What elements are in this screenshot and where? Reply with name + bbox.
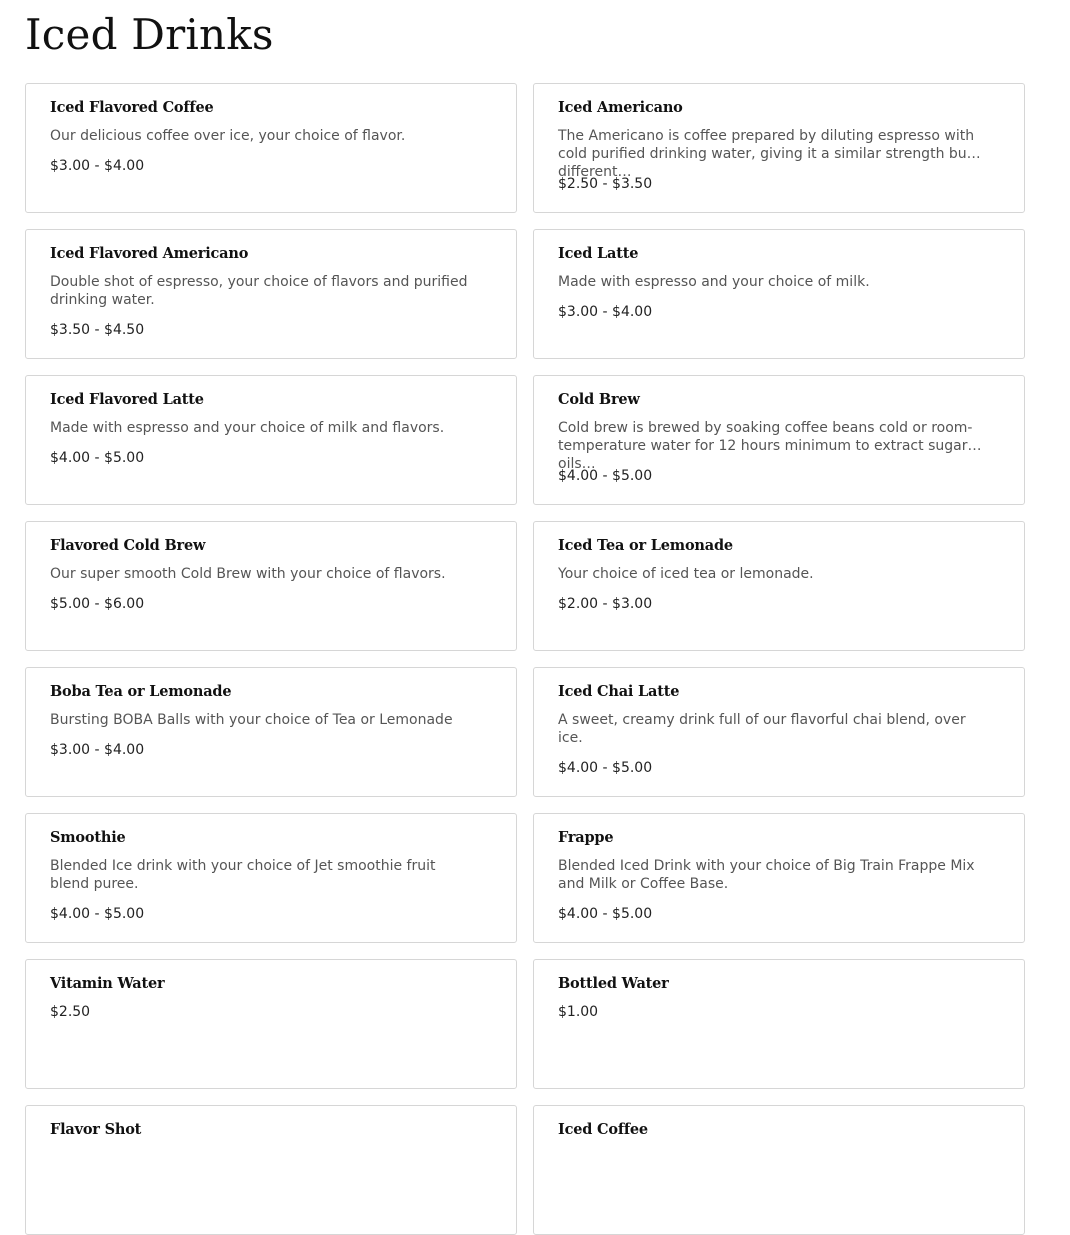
menu-item-name: Iced Chai Latte xyxy=(558,683,680,700)
menu-item-card[interactable] xyxy=(25,959,517,1089)
menu-item-description: Blended Iced Drink with your choice of Big Train Frappe Mix and Milk or Coffee Base. xyxy=(558,858,975,892)
menu-item-name: Iced Americano xyxy=(558,99,683,116)
menu-item-card[interactable] xyxy=(25,813,517,943)
menu-item-card[interactable] xyxy=(533,667,1025,797)
menu-item-description: Double shot of espresso, your choice of flavors and purified drinking water. xyxy=(50,274,468,308)
menu-item-card[interactable] xyxy=(533,521,1025,651)
menu-item-name: Iced Flavored Coffee xyxy=(50,99,214,116)
menu-item-name: Frappe xyxy=(558,829,614,846)
menu-item-card[interactable] xyxy=(25,1105,517,1235)
menu-item-card[interactable] xyxy=(533,959,1025,1089)
menu-item-description: A sweet, creamy drink full of our flavorful chai blend, over ice. xyxy=(558,712,966,746)
menu-item-price: $4.00 - $5.00 xyxy=(558,760,653,776)
menu-page xyxy=(25,0,1025,1138)
menu-item-price: $1.00 xyxy=(558,1004,599,1020)
menu-item-description: Our super smooth Cold Brew with your choice of flavors. xyxy=(50,566,446,582)
menu-item-description: Cold brew is brewed by soaking coffee beans cold or room-temperature water for 12 hours minimum to extract sugars, oils… xyxy=(558,420,980,472)
menu-item-price: $2.50 - $3.50 xyxy=(558,176,653,192)
menu-item-card[interactable] xyxy=(533,229,1025,359)
menu-item-description: Made with espresso and your choice of milk and flavors. xyxy=(50,420,445,436)
menu-item-card[interactable] xyxy=(25,521,517,651)
menu-item-price: $2.50 xyxy=(50,1004,91,1020)
menu-item-price: $5.00 - $6.00 xyxy=(50,596,145,612)
menu-item-price: $2.00 - $3.00 xyxy=(558,596,653,612)
menu-item-card[interactable] xyxy=(25,229,517,359)
menu-item-name: Cold Brew xyxy=(558,391,640,408)
menu-item-price: $4.00 - $5.00 xyxy=(50,450,145,466)
menu-item-name: Bottled Water xyxy=(558,975,669,992)
menu-item-name: Iced Coffee xyxy=(558,1121,648,1138)
menu-item-price: $4.00 - $5.00 xyxy=(558,468,653,484)
menu-item-name: Smoothie xyxy=(50,829,126,846)
menu-item-price: $3.00 - $4.00 xyxy=(50,158,145,174)
menu-item-description: Made with espresso and your choice of milk. xyxy=(558,274,870,290)
menu-item-name: Flavored Cold Brew xyxy=(50,537,206,554)
menu-item-card[interactable] xyxy=(533,375,1025,505)
menu-item-card[interactable] xyxy=(533,1105,1025,1235)
section-title: Iced Drinks xyxy=(25,10,274,59)
menu-item-price: $4.00 - $5.00 xyxy=(558,906,653,922)
menu-item-name: Flavor Shot xyxy=(50,1121,142,1138)
menu-item-price: $3.50 - $4.50 xyxy=(50,322,145,338)
menu-item-description: The Americano is coffee prepared by diluting espresso with cold purified drinking water, giving it a similar strength but different… xyxy=(558,128,975,180)
menu-item-description: Blended Ice drink with your choice of Jet smoothie fruit blend puree. xyxy=(50,858,436,892)
menu-item-card[interactable] xyxy=(533,83,1025,213)
menu-item-price: $4.00 - $5.00 xyxy=(50,906,145,922)
menu-item-name: Vitamin Water xyxy=(50,975,165,992)
menu-item-card[interactable] xyxy=(25,667,517,797)
menu-item-card[interactable] xyxy=(533,813,1025,943)
menu-item-card[interactable] xyxy=(25,375,517,505)
menu-item-name: Iced Tea or Lemonade xyxy=(558,537,733,554)
menu-item-name: Iced Flavored Americano xyxy=(50,245,249,262)
menu-item-description: Bursting BOBA Balls with your choice of Tea or Lemonade xyxy=(50,712,453,728)
menu-item-name: Iced Latte xyxy=(558,245,639,262)
menu-item-name: Iced Flavored Latte xyxy=(50,391,204,408)
menu-item-price: $3.00 - $4.00 xyxy=(558,304,653,320)
menu-item-price: $3.00 - $4.00 xyxy=(50,742,145,758)
menu-item-description: Our delicious coffee over ice, your choice of flavor. xyxy=(50,128,406,144)
menu-item-name: Boba Tea or Lemonade xyxy=(50,683,232,700)
menu-item-card[interactable] xyxy=(25,83,517,213)
menu-item-description: Your choice of iced tea or lemonade. xyxy=(558,566,814,582)
menu-items-grid xyxy=(25,83,1025,1235)
